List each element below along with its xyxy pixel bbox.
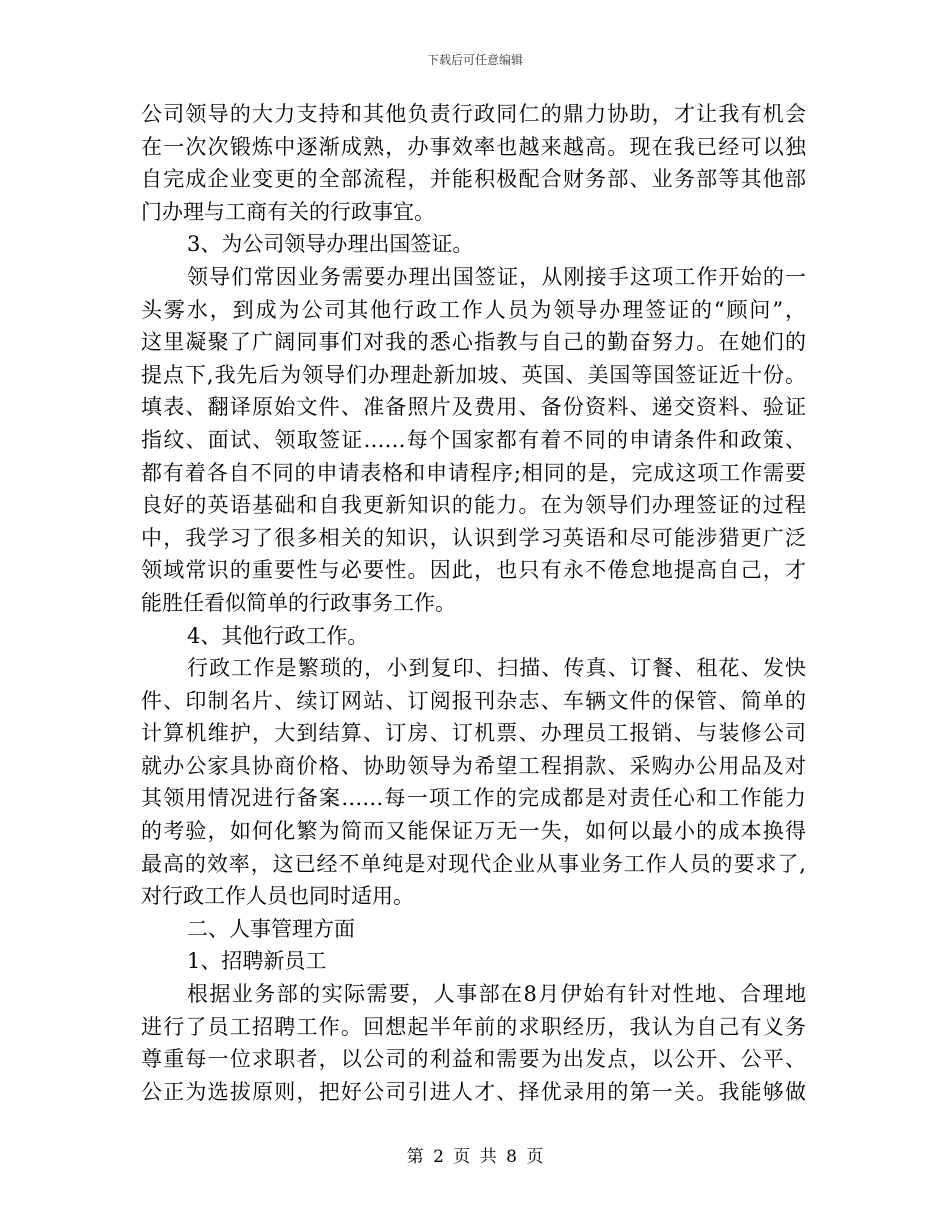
text-line: 根据业务部的实际需要，人事部在8月伊始有针对性地、合理地: [187, 982, 806, 1007]
text-line: 提点下,我先后为领导们办理赴新加坡、英国、美国等国签证近十份。: [141, 362, 806, 387]
document-body: [141, 98, 806, 1108]
text-line: 领导们常因业务需要办理出国签证，从刚接手这项工作开始的一: [187, 264, 806, 289]
text-line: 领域常识的重要性与必要性。因此，也只有永不倦怠地提高自己，才: [141, 558, 806, 583]
text-line: 进行了员工招聘工作。回想起半年前的求职经历，我认为自己有义务: [141, 1014, 806, 1039]
text-line: 对行政工作人员也同时适用。: [141, 884, 414, 909]
text-line: 能胜任看似简单的行政事务工作。: [141, 590, 456, 615]
text-line: 良好的英语基础和自我更新知识的能力。在为领导们办理签证的过程: [141, 493, 806, 518]
text-line: 行政工作是繁琐的，小到复印、扫描、传真、订餐、租花、发快: [187, 656, 806, 681]
text-line: 尊重每一位求职者，以公司的利益和需要为出发点，以公开、公平、: [141, 1047, 806, 1072]
text-line: 自完成企业变更的全部流程，并能积极配合财务部、业务部等其他部: [141, 167, 806, 192]
text-line: 头雾水，到成为公司其他行政工作人员为领导办理签证的“顾问”，: [141, 297, 806, 322]
text-line: 公正为选拔原则，把好公司引进人才、择优录用的第一关。我能够做: [141, 1079, 806, 1104]
text-line: 的考验，如何化繁为简而又能保证万无一失，如何以最小的成本换得: [141, 819, 806, 844]
text-line: 指纹、面试、领取签证……每个国家都有着不同的申请条件和政策、: [141, 427, 806, 452]
page-footer: 第 2 页 共 8 页: [406, 1147, 544, 1167]
text-line: 计算机维护，大到结算、订房、订机票、办理员工报销、与装修公司: [141, 721, 806, 746]
text-line: 填表、翻译原始文件、准备照片及费用、备份资料、递交资料、验证: [141, 395, 806, 420]
text-line: 就办公家具协商价格、协助领导为希望工程捐款、采购办公用品及对: [141, 753, 806, 778]
text-line: 公司领导的大力支持和其他负责行政同仁的鼎力协助，才让我有机会: [141, 102, 806, 126]
text-line: 件、印制名片、续订网站、订阅报刊杂志、车辆文件的保管、简单的: [141, 688, 806, 713]
text-line: 其领用情况进行备案……每一项工作的完成都是对责任心和工作能力: [141, 786, 806, 811]
text-line: 二、人事管理方面: [187, 916, 355, 941]
text-line: 都有着各自不同的申请表格和申请程序;相同的是，完成这项工作需要: [141, 460, 806, 485]
text-line: 3、为公司领导办理出国签证。: [187, 232, 474, 257]
text-line: 这里凝聚了广阔同事们对我的悉心指教与自己的勤奋努力。在她们的: [141, 330, 806, 355]
text-line: 中，我学习了很多相关的知识，认识到学习英语和尽可能涉猎更广泛: [141, 525, 806, 550]
text-line: 4、其他行政工作。: [187, 623, 369, 648]
text-line: 在一次次锻炼中逐渐成熟，办事效率也越来越高。现在我已经可以独: [141, 134, 806, 159]
text-line: 1、招聘新员工: [187, 949, 327, 974]
text-line: 最高的效率，这已经不单纯是对现代企业从事业务工作人员的要求了,: [141, 851, 806, 876]
text-line: 门办理与工商有关的行政事宜。: [141, 199, 435, 224]
page-header: 下载后可任意编辑: [426, 53, 523, 67]
